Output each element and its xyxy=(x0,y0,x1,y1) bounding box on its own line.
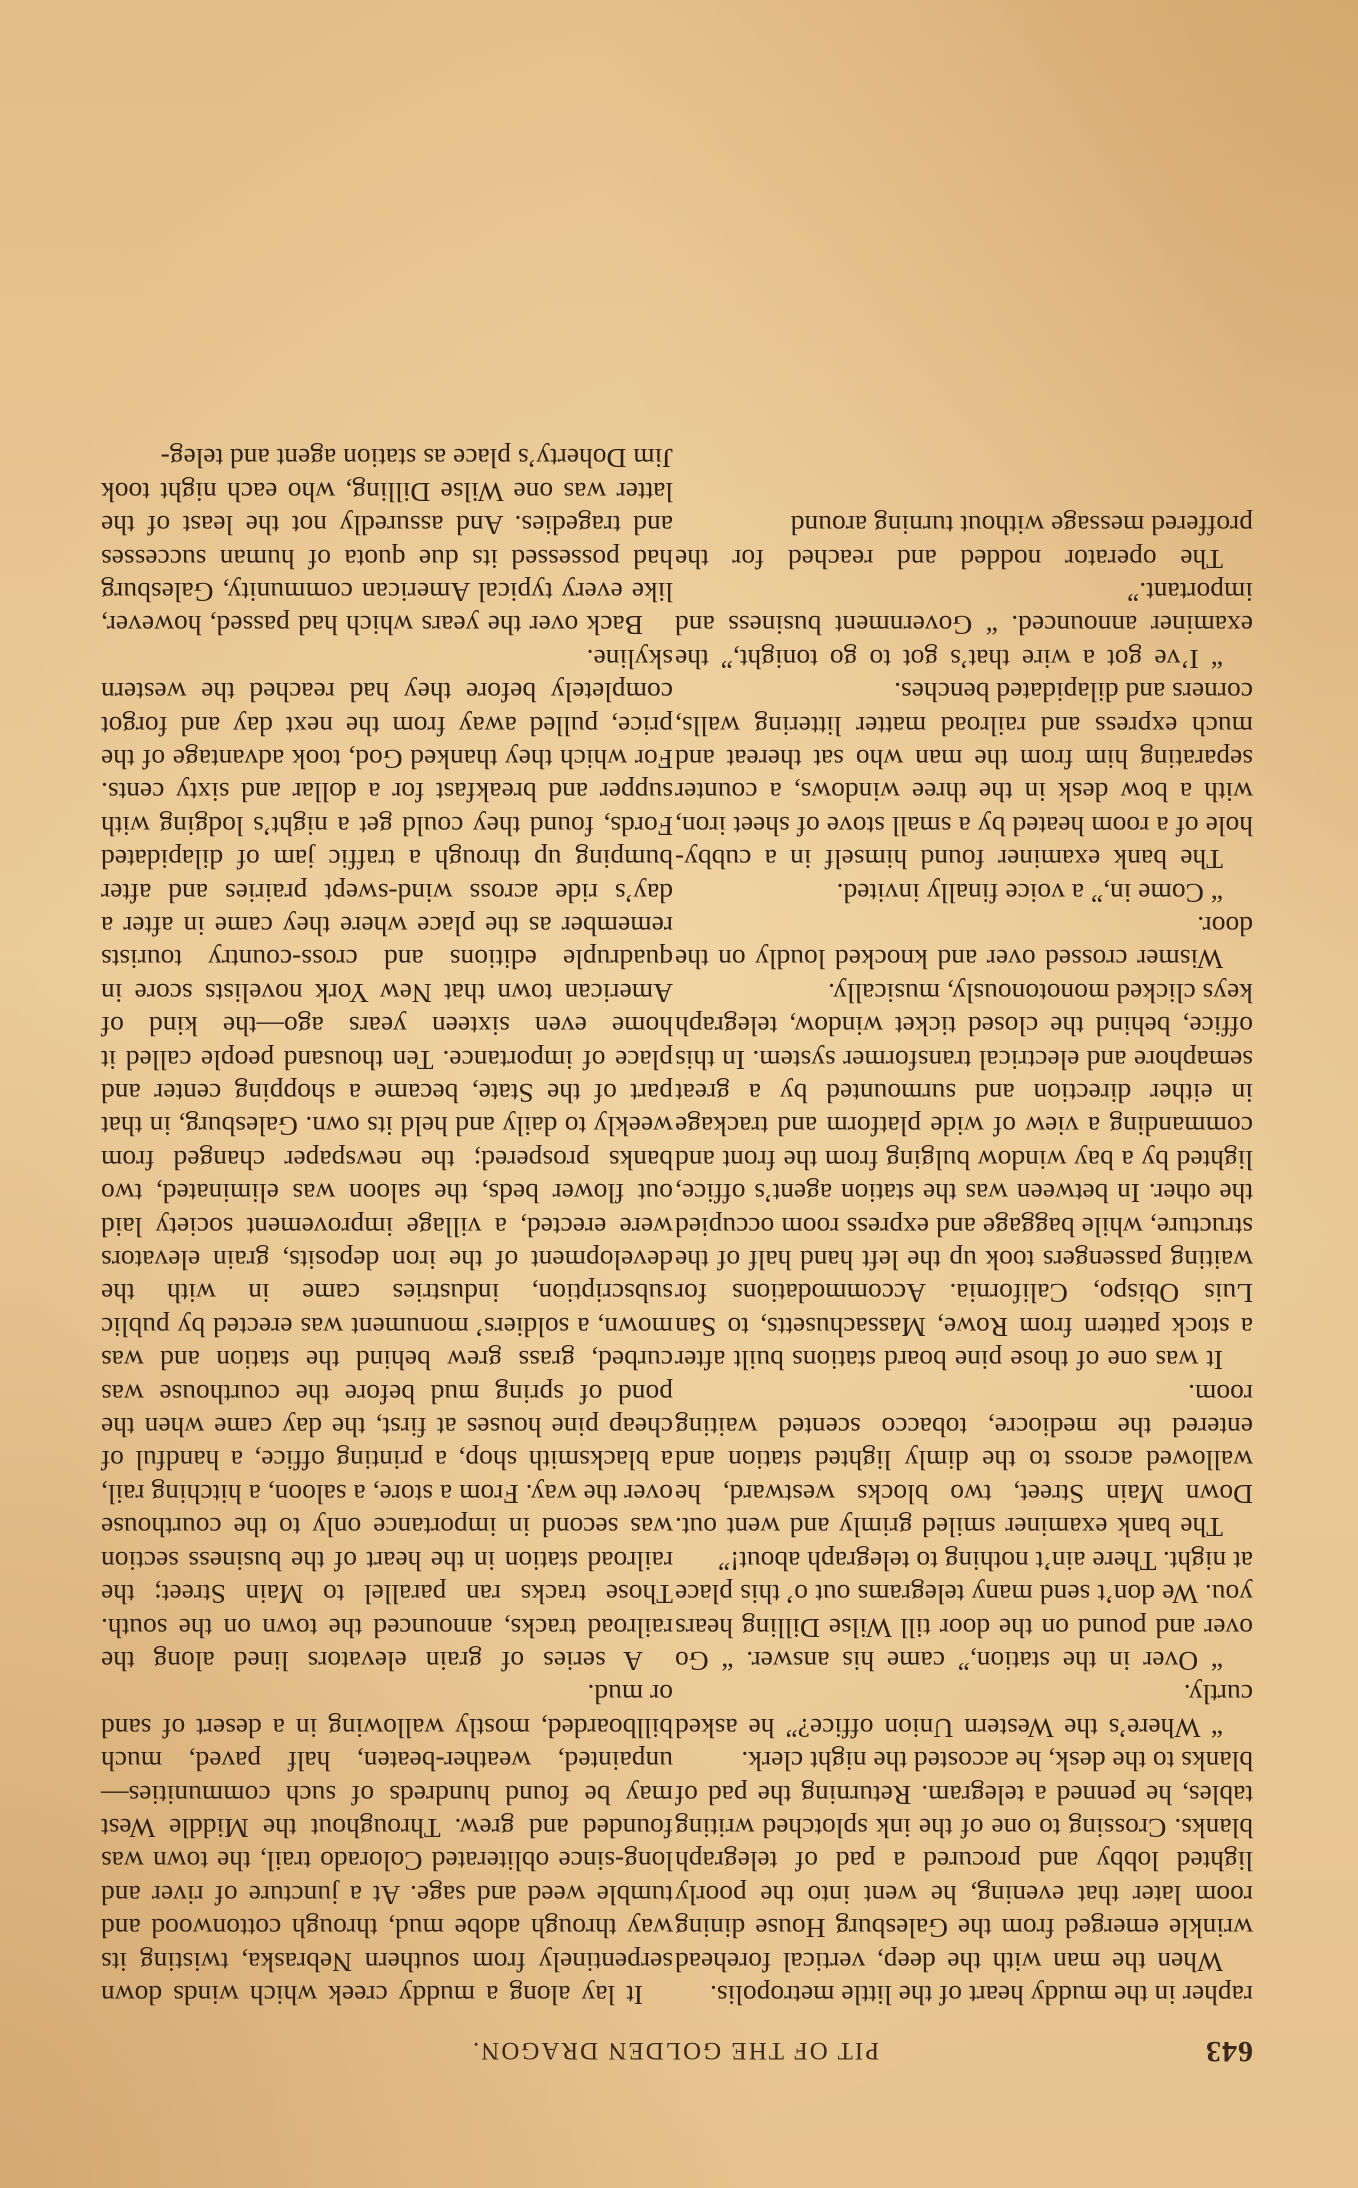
paragraph: When the man with the deep, vertical forehead wrinkle emerged from the Galesburg House dining room later that evening, he went into the poorly lighted lobby and procured a pad of telegraph blanks. Crossing to one of the ink splotched writing tables, he penned a telegram. Returning the pad of blanks to the desk, he accosted the night clerk. xyxy=(675,1746,1253,1978)
paragraph: Wismer crossed over and knocked loudly on the door. xyxy=(675,911,1253,976)
paragraph: “ I’ve got a wire that’s got to go tonight,” the examiner announced. “ Government business and important.” xyxy=(675,576,1253,675)
paragraph: The bank examiner found himself in a cubby-hole of a room heated by a small stove of sheet iron, with a bow desk in the three windows, a counter separating him from the man who sat thereat and much express and railroad matter littering walls, corners and dilapidated benches. xyxy=(675,677,1253,876)
page-number: 643 xyxy=(1205,2035,1253,2068)
running-title: PIT OF THE GOLDEN DRAGON. xyxy=(470,2037,880,2064)
right-text-column xyxy=(101,442,673,2012)
paragraph: It was one of those pine board stations built after a stock pattern from Rowe, Massachusetts, to San Luis Obispo, California. Accommodations for waiting passengers took up the left hand half of the structure, while baggage and express room occupied the other. In between was the station agent’s office, lighted by a bay window bulging from the front and commanding a view of wide platform and trackage in either direction and surmounted by a great semaphore and electrical transformer system. In this office, behind the closed ticket window, telegraph keys clicked monotonously, musically. xyxy=(675,977,1253,1377)
paragraph: “ Where’s the Western Union office?” he asked curtly. xyxy=(675,1679,1253,1744)
paragraph: The bank examiner smiled grimly and went out. Down Main Street, two blocks westward, he wallowed across to the dimly lighted station and entered the mediocre, tobacco scented waiting room. xyxy=(675,1378,1253,1544)
paragraph: It lay along a muddy creek which winds down serpentinely from southern Nebraska, twisting its way through adobe mud, through cottonwood and tumble weed and sage. At a juncture of river and long-since obliterated Colorado trail, the town was founded and grew. Throughout the Middle West may be found hundreds of such communities—unpainted, weather-beaten, half paved, much billboarded, mostly wallowing in a desert of sand or mud. xyxy=(101,1679,673,2011)
paragraph: A series of grain elevators lined along the railroad tracks, announced the town on the south. Those tracks ran parallel to Main Street; the railroad station in the heart of the business section was second in importance only to the courthouse over the way. From a store, a saloon, a hitching rail, a blacksmith shop, a printing office, a handful of cheap pine houses at first, the day came when the pond of spring mud before the courthouse was curbed, grass grew behind the station and was mown, a soldiers’ monument was erected by public subscription, industries came in with the development of the iron deposits, grain elevators were erected, a village improvement society laid out flower beds, the saloon was eliminated, two banks prospered; the newspaper changed from weekly to daily and held its own. Galesburg, in that part of the State, became a shopping center and place of importance. Ten thousand people called it home even sixteen years ago—the kind of American town that New York novelists score in quadruple editions and cross-country tourists remember as the place where they came in after a day’s ride across wind-swept prairies and after bumping up through a traffic jam of dilapidated Fords, found they could get a night’s lodging with supper and breakfast for a dollar and sixty cents. For which they thanked God, took advantage of the price, pulled away from the next day and forgot completely before they had reached the western skyline. xyxy=(101,643,673,1677)
paragraph: rapher in the muddy heart of the little metropolis. xyxy=(710,1980,1253,2011)
page-header xyxy=(97,2028,1253,2068)
left-text-column xyxy=(675,509,1253,2012)
paragraph: Back over the years which had passed, however, like every typical American community, Galesburg had possessed its due quota of human successes and tragedies. And assuredly not the least of the latter was one Wilse Dilling, who each night took Jim Doherty’s place as station agent and teleg- xyxy=(101,443,673,642)
paragraph: “ Come in,” a voice finally invited. xyxy=(836,877,1223,909)
paragraph: “ Over in the station,” came his answer. “ Go over and pound on the door till Wilse Dilling hears you. We don’t send many telegrams out o’ this place at night. There ain’t nothing to telegraph about!” xyxy=(675,1545,1253,1677)
paragraph: The operator nodded and reached for the proffered message without turning around xyxy=(675,510,1253,575)
